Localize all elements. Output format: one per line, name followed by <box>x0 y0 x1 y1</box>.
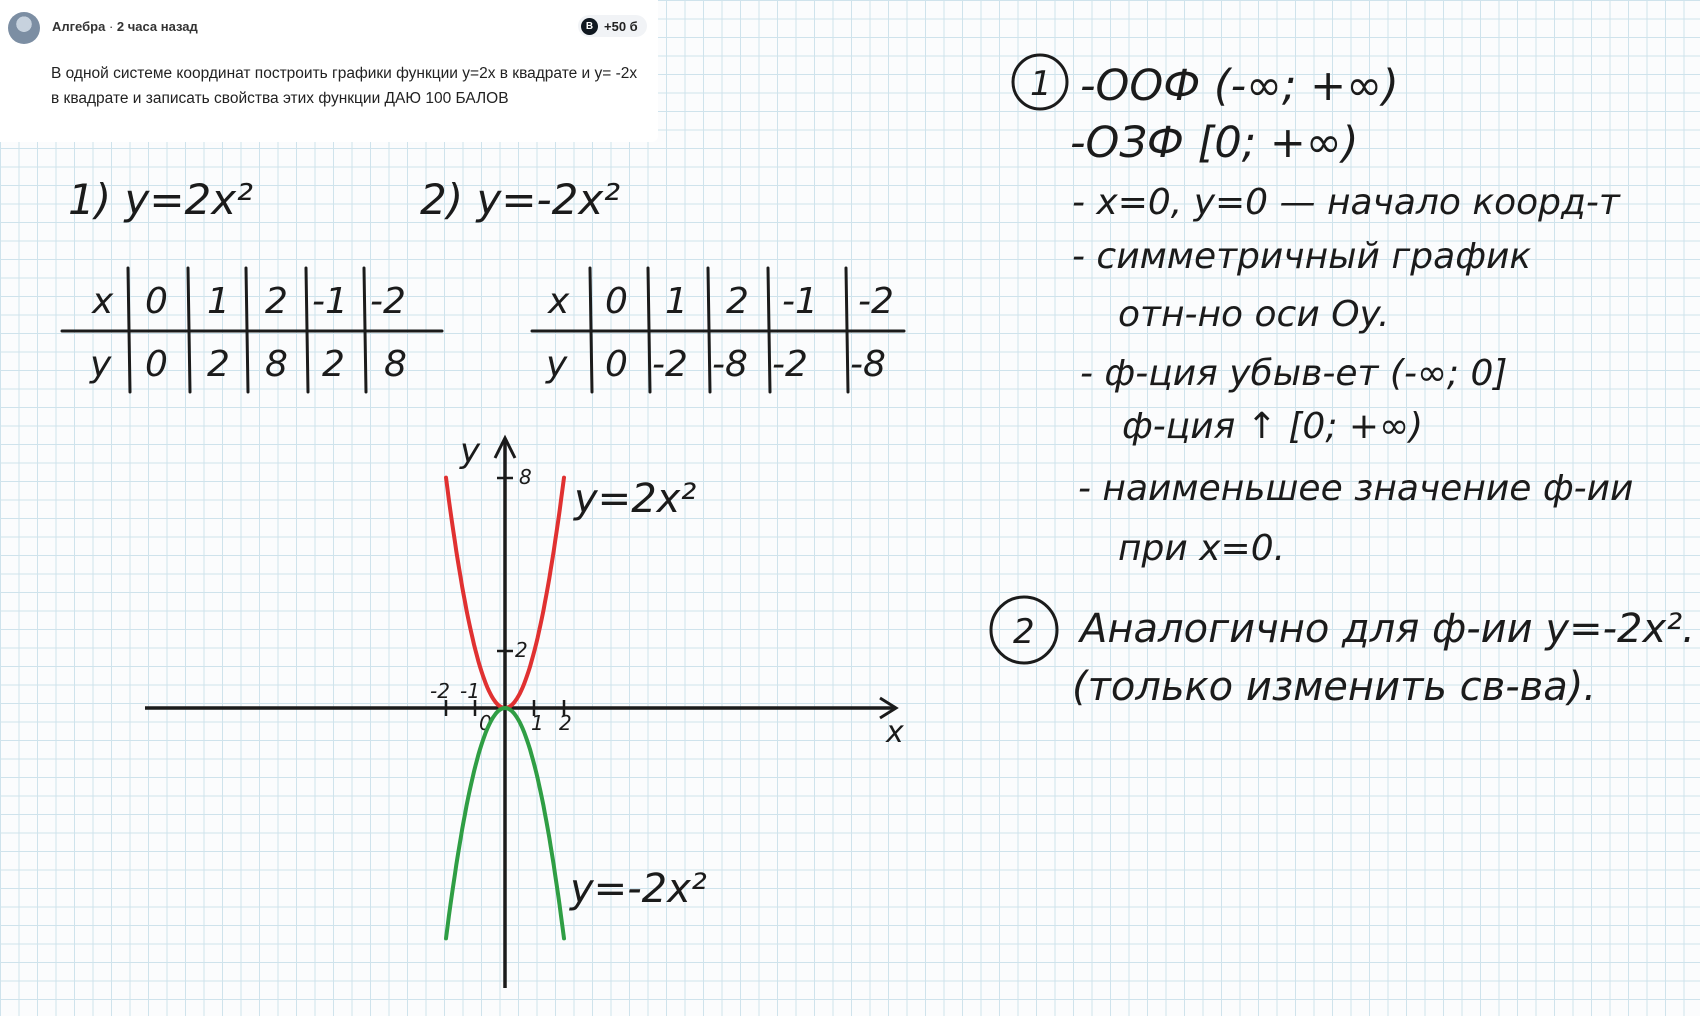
t1-y-label: y <box>90 344 112 385</box>
t1-y-cell: 8 <box>384 344 407 385</box>
property-line: - симметричный график <box>1072 236 1532 277</box>
t2-x-cell: 1 <box>665 281 688 322</box>
t2-y-label: y <box>546 344 568 385</box>
meta-separator: · <box>108 19 117 34</box>
x-tick-neg2: -2 <box>430 679 450 703</box>
property-line: - наименьшее значение ф-ии <box>1078 468 1634 509</box>
t1-x-cell: 2 <box>265 281 288 322</box>
x-axis-label: x <box>886 715 904 750</box>
x-tick-2: 2 <box>559 711 572 735</box>
t2-y-cell: -8 <box>850 344 886 385</box>
coin-icon: B <box>581 18 598 35</box>
t2-x-cell: 0 <box>605 281 628 322</box>
x-tick-0: 0 <box>479 711 492 735</box>
t2-x-cell: -2 <box>858 281 894 322</box>
subject-link[interactable]: Алгебра <box>52 19 106 34</box>
property-line: - ф-ция убыв-ет (-∞; 0] <box>1080 353 1508 394</box>
t1-x-cell: 1 <box>207 281 230 322</box>
table-2-cells <box>545 281 894 385</box>
y-tick-2: 2 <box>515 638 528 662</box>
property-line: ф-ция ↑ [0; +∞) <box>1122 406 1424 447</box>
analogy-note: Аналогично для ф-ии y=-2x². <box>1080 606 1695 652</box>
property-line: отн-но оси Oy. <box>1118 294 1390 335</box>
t1-y-cell: 2 <box>207 344 230 385</box>
t2-y-cell: 0 <box>605 344 628 385</box>
y-tick-8: 8 <box>519 465 532 489</box>
t1-x-cell: -2 <box>370 281 406 322</box>
t2-x-label: x <box>548 281 570 322</box>
green-curve-label: y=-2x² <box>570 866 707 912</box>
x-tick-neg1: -1 <box>460 679 480 703</box>
t1-x-cell: 0 <box>145 281 168 322</box>
t1-y-cell: 8 <box>265 344 288 385</box>
coordinate-graph <box>145 431 904 988</box>
props-number-1: 1 <box>1030 64 1052 104</box>
question-text: В одной системе координат построить графики функции y=2x в квадрате и y= -2x в квадрате и записать свойства этих функции ДАЮ 100 БАЛОВ <box>51 65 638 107</box>
t1-y-cell: 0 <box>145 344 168 385</box>
property-line: -ОЗФ [0; +∞) <box>1070 118 1359 168</box>
analogy-note-2: (только изменить св-ва). <box>1072 664 1597 710</box>
t2-x-cell: 2 <box>726 281 749 322</box>
t1-x-label: x <box>92 281 114 322</box>
t1-y-cell: 2 <box>322 344 345 385</box>
func1-heading: 1) y=2x² <box>68 175 253 224</box>
properties-list <box>991 55 1695 710</box>
y-axis-label: y <box>460 431 481 471</box>
property-line: - x=0, y=0 — начало коорд-т <box>1072 182 1620 223</box>
red-curve-label: y=2x² <box>574 476 697 522</box>
props-number-2: 2 <box>1013 612 1035 652</box>
t1-x-cell: -1 <box>312 281 348 322</box>
func2-heading: 2) y=-2x² <box>420 175 621 224</box>
x-tick-1: 1 <box>531 711 544 735</box>
question-time: 2 часа назад <box>116 19 198 34</box>
t2-y-cell: -2 <box>772 344 808 385</box>
property-line: при x=0. <box>1118 528 1286 569</box>
property-line: -ООФ (-∞; +∞) <box>1080 61 1399 111</box>
t2-y-cell: -2 <box>652 344 688 385</box>
points-value: +50 б <box>604 18 638 34</box>
t2-y-cell: -8 <box>712 344 748 385</box>
t2-x-cell: -1 <box>782 281 818 322</box>
